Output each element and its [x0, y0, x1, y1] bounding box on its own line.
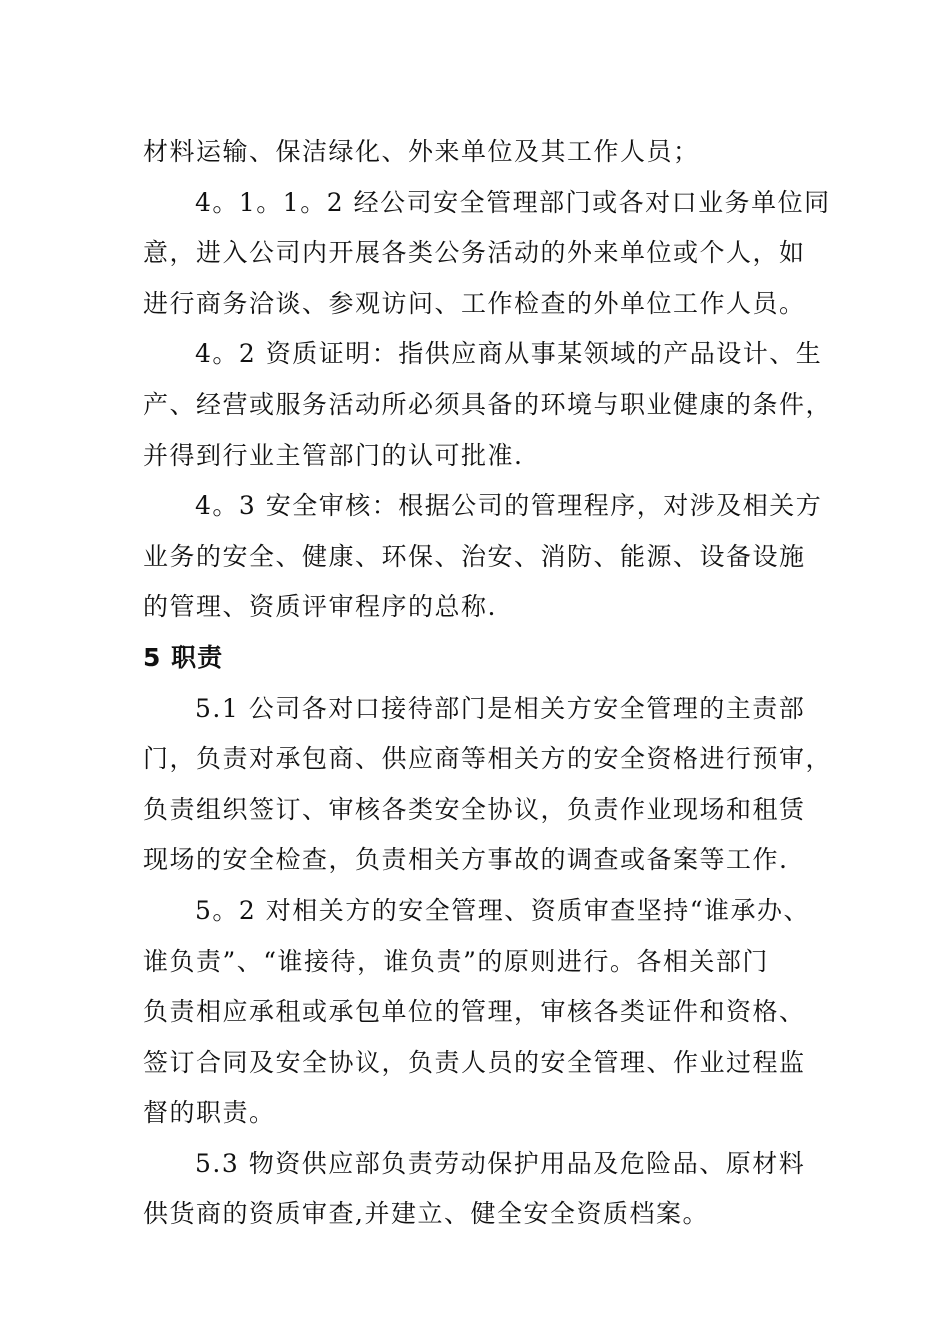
paragraph-line: 负责相应承租或承包单位的管理，审核各类证件和资格、 — [143, 997, 806, 1027]
paragraph-line: 产、经营或服务活动所必须具备的环境与职业健康的条件， — [143, 389, 833, 419]
clause-4-1-1-2-line: 4。1。1。2 经公司安全管理部门或各对口业务单位同 — [195, 187, 831, 217]
clause-5-2-line: 5。2 对相关方的安全管理、资质审查坚持“谁承办、 — [195, 895, 811, 925]
clause-5-1-line: 5.1 公司各对口接待部门是相关方安全管理的主责部 — [195, 693, 806, 723]
section-heading-5: 5 职责 — [143, 642, 224, 672]
paragraph-line: 门，负责对承包商、供应商等相关方的安全资格进行预审， — [143, 744, 833, 774]
paragraph-line: 供货商的资质审查,并建立、健全安全资质档案。 — [143, 1199, 709, 1229]
paragraph-line: 进行商务洽谈、参观访问、工作检查的外单位工作人员。 — [143, 288, 806, 318]
paragraph-line: 负责组织签订、审核各类安全协议，负责作业现场和租赁 — [143, 794, 806, 824]
paragraph-line: 现场的安全检查，负责相关方事故的调查或备案等工作. — [143, 845, 789, 875]
paragraph-line: 的管理、资质评审程序的总称. — [143, 592, 497, 622]
clause-4-3-line: 4。3 安全审核：根据公司的管理程序，对涉及相关方 — [195, 491, 823, 521]
paragraph-line: 材料运输、保洁绿化、外来单位及其工作人员； — [143, 137, 700, 166]
paragraph-line: 并得到行业主管部门的认可批准. — [143, 440, 524, 470]
paragraph-line: 督的职责。 — [143, 1098, 276, 1128]
paragraph-line: 签订合同及安全协议，负责人员的安全管理、作业过程监 — [143, 1047, 806, 1077]
paragraph-line: 谁负责”、“谁接待，谁负责”的原则进行。各相关部门 — [143, 946, 769, 976]
paragraph-line: 业务的安全、健康、环保、治安、消防、能源、设备设施 — [143, 541, 806, 571]
clause-4-2-line: 4。2 资质证明：指供应商从事某领域的产品设计、生 — [195, 339, 823, 369]
document-body — [143, 127, 833, 1240]
paragraph-line: 意，进入公司内开展各类公务活动的外来单位或个人，如 — [143, 238, 806, 268]
clause-5-3-line: 5.3 物资供应部负责劳动保护用品及危险品、原材料 — [195, 1148, 806, 1178]
